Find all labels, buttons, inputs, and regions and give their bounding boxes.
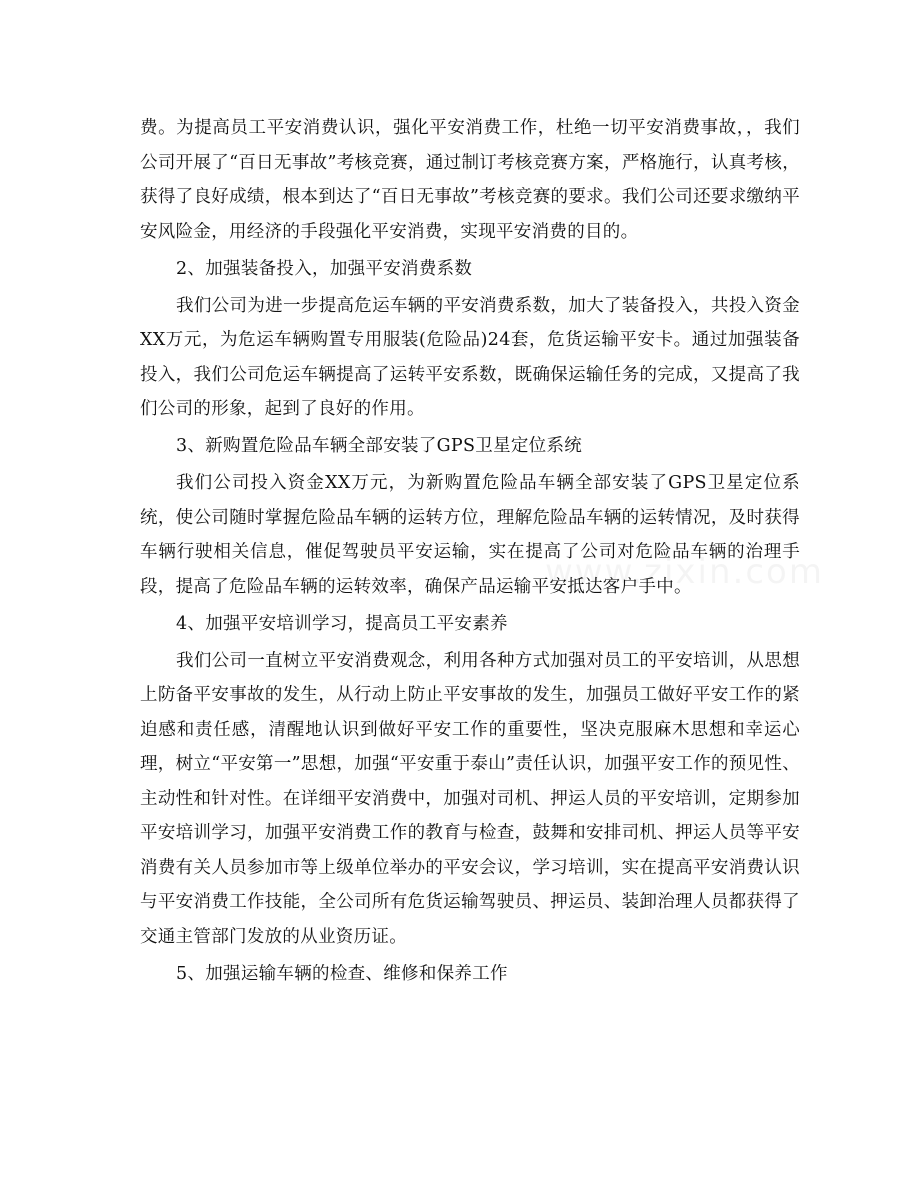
- section-heading-3: 3、新购置危险品车辆全部安装了GPS卫星定位系统: [176, 436, 583, 456]
- paragraph-gps-system: 我们公司投入资金XX万元，为新购置危险品车辆全部安装了GPS卫星定位系统，使公司随时掌握危险品车辆的运转方位，理解危险品车辆的运转情况，及时获得车辆行驶相关信息，催促驾驶员平安运输，实在提高了公司对危险品车辆的治理手段，提高了危险品车辆的运转效率，确保产品运输平安抵达客户手中。: [140, 473, 800, 597]
- paragraph-safety-training: 我们公司一直树立平安消费观念，利用各种方式加强对员工的平安培训，从思想上防备平安事故的发生，从行动上防止平安事故的发生，加强员工做好平安工作的紧迫感和责任感，清醒地认识到做好平安工作的重要性，坚决克服麻木思想和幸运心理，树立“平安第一”思想，加强“平安重于泰山”责任认识，加强平安工作的预见性、主动性和针对性。在详细平安消费中，加强对司机、押运人员的平安培训，定期参加平安培训学习，加强平安消费工作的教育与检查，鼓舞和安排司机、押运人员等平安消费有关人员参加市等上级单位举办的平安会议，学习培训，实在提高平安消费认识与平安消费工作技能，全公司所有危货运输驾驶员、押运员、装卸治理人员都获得了交通主管部门发放的从业资历证。: [140, 650, 800, 947]
- paragraph-safety-awareness: 费。为提高员工平安消费认识，强化平安消费工作，杜绝一切平安消费事故，，我们公司开展了“百日无事故”考核竞赛，通过制订考核竞赛方案，严格施行，认真考核，获得了良好成绩，根本到达了“百日无事故”考核竞赛的要求。我们公司还要求缴纳平安风险金，用经济的手段强化平安消费，实现平安消费的目的。: [140, 118, 800, 242]
- section-heading-5: 5、加强运输车辆的检查、维修和保养工作: [176, 963, 508, 984]
- section-heading-2: 2、加强装备投入，加强平安消费系数: [176, 258, 473, 279]
- section-heading-4: 4、加强平安培训学习，提高员工平安素养: [176, 613, 508, 634]
- paragraph-equipment-investment: 我们公司为进一步提高危运车辆的平安消费系数，加大了装备投入，共投入资金XX万元，为危运车辆购置专用服装(危险品)24套，危货运输平安卡。通过加强装备投入，我们公司危运车辆提高了运转平安系数，既确保运输任务的完成，又提高了我们公司的形象，起到了良好的作用。: [140, 295, 800, 419]
